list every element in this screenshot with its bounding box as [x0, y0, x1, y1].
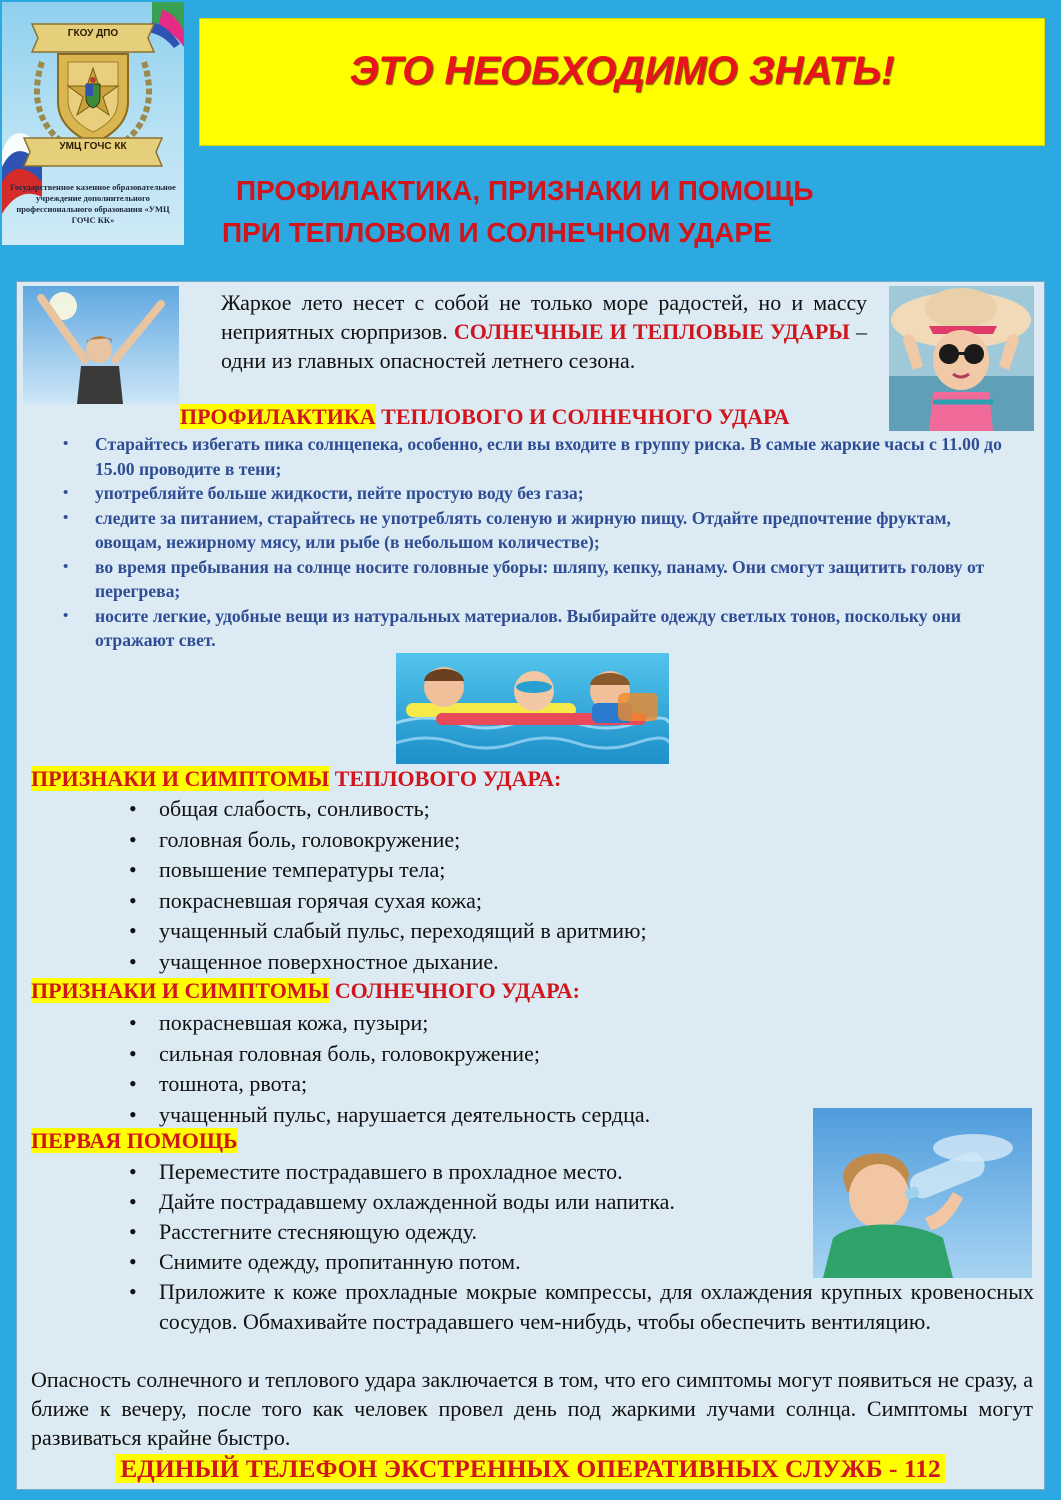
logo-ribbon-text: УМЦ ГОЧС КК — [59, 141, 127, 152]
list-item: • покрасневшая кожа, пузыри; — [129, 1008, 829, 1039]
list-item: • Приложите к коже прохладные мокрые компрессы, для охлаждения крупных кровеносных сосудов. Обмахивайте пострадавшего чем-нибудь, чтобы обеспечить вентиляцию. — [129, 1277, 1034, 1337]
list-item: • учащенный пульс, нарушается деятельность сердца. — [129, 1100, 829, 1131]
first-aid-heading — [31, 1128, 238, 1154]
organization-logo — [2, 2, 184, 245]
sun-stroke-heading — [31, 978, 580, 1004]
girl-with-hat-photo — [889, 286, 1034, 431]
conclusion-paragraph: Опасность солнечного и теплового удара заключается в том, что его симптомы могут появиться не сразу, а ближе к вечеру, после того как человек провел день под жаркими лучами солнца. Симптомы могут развиваться крайне быстро. — [31, 1367, 1033, 1450]
list-item: • Расстегните стесняющую одежду. — [129, 1217, 1034, 1247]
first-aid-list — [129, 1157, 1034, 1337]
emergency-phone-text: ЕДИНЫЙ ТЕЛЕФОН ЭКСТРЕННЫХ ОПЕРАТИВНЫХ СЛУЖБ - 112 — [116, 1454, 944, 1483]
prevention-list — [57, 432, 1017, 653]
prevention-heading-highlight: ПРОФИЛАКТИКА — [180, 404, 376, 429]
intro-paragraph — [221, 288, 867, 375]
list-item: • повышение температуры тела; — [129, 855, 829, 886]
list-item: • учащенный слабый пульс, переходящий в аритмию; — [129, 916, 829, 947]
logo-caption: Государственное казенное образовательное учреждение дополнительного профессионального образования «УМЦ ГОЧС КК» — [10, 182, 176, 225]
heat-stroke-heading-highlight: ПРИЗНАКИ И СИМПТОМЫ — [31, 766, 330, 791]
intro-highlight: СОЛНЕЧНЫЕ И ТЕПЛОВЫЕ УДАРЫ — [453, 319, 850, 344]
list-item: • Дайте пострадавшему охлажденной воды или напитка. — [129, 1187, 1034, 1217]
list-item: • головная боль, головокружение; — [129, 825, 829, 856]
list-item: • общая слабость, сонливость; — [129, 794, 829, 825]
list-item: • Переместите пострадавшего в прохладное место. — [129, 1157, 1034, 1187]
logo-top-text: ГКОУ ДПО — [67, 28, 119, 39]
prevention-heading — [180, 404, 790, 430]
page-subtitle — [190, 170, 1050, 254]
emergency-phone-banner — [17, 1454, 1044, 1484]
woman-sky-photo — [23, 286, 179, 404]
list-item: • покрасневшая горячая сухая кожа; — [129, 886, 829, 917]
first-aid-heading-text: ПЕРВАЯ ПОМОЩЬ — [31, 1128, 238, 1153]
heat-stroke-list — [129, 794, 829, 977]
intro-text-before: Жаркое лето несет с собой не только море радостей, но и массу неприятных сюрпризов. — [221, 290, 867, 344]
prevention-heading-rest: ТЕПЛОВОГО И СОЛНЕЧНОГО УДАРА — [375, 404, 790, 429]
list-item: • Снимите одежду, пропитанную потом. — [129, 1247, 1034, 1277]
sun-stroke-list — [129, 1008, 829, 1130]
subtitle-line-2: ПРИ ТЕПЛОВОМ И СОЛНЕЧНОМ УДАРЕ — [222, 217, 772, 248]
title-banner — [199, 18, 1045, 146]
content-panel — [16, 281, 1045, 1490]
list-item: • Старайтесь избегать пика солнцепека, особенно, если вы входите в группу риска. В самые жаркие часы с 11.00 до 15.00 проводите в тени; — [57, 432, 1017, 481]
list-item: • во время пребывания на солнце носите головные уборы: шляпу, кепку, панаму. Они смогут защитить голову от перегрева; — [57, 555, 1017, 604]
list-item: • носите легкие, удобные вещи из натуральных материалов. Выбирайте одежду светлых тонов, поскольку они отражают свет. — [57, 604, 1017, 653]
heat-stroke-heading-rest: ТЕПЛОВОГО УДАРА: — [329, 766, 562, 791]
list-item: • следите за питанием, старайтесь не употреблять соленую и жирную пищу. Отдайте предпочтение фруктам, овощам, нежирному мясу, или рыбе (в небольшом количестве); — [57, 506, 1017, 555]
heat-stroke-heading — [31, 766, 561, 792]
intro-text-after: – одни из главных опасностей летнего сезона. — [221, 319, 868, 373]
subtitle-line-1: ПРОФИЛАКТИКА, ПРИЗНАКИ И ПОМОЩЬ — [236, 175, 814, 206]
kids-swimming-photo — [396, 653, 669, 764]
list-item: • тошнота, рвота; — [129, 1069, 829, 1100]
list-item: • употребляйте больше жидкости, пейте простую воду без газа; — [57, 481, 1017, 506]
list-item: • сильная головная боль, головокружение; — [129, 1039, 829, 1070]
sun-stroke-heading-highlight: ПРИЗНАКИ И СИМПТОМЫ — [31, 978, 330, 1003]
list-item: • учащенное поверхностное дыхание. — [129, 947, 829, 978]
sun-stroke-heading-rest: СОЛНЕЧНОГО УДАРА: — [329, 978, 581, 1003]
page-title: ЭТО НЕОБХОДИМО ЗНАТЬ! — [349, 49, 895, 93]
